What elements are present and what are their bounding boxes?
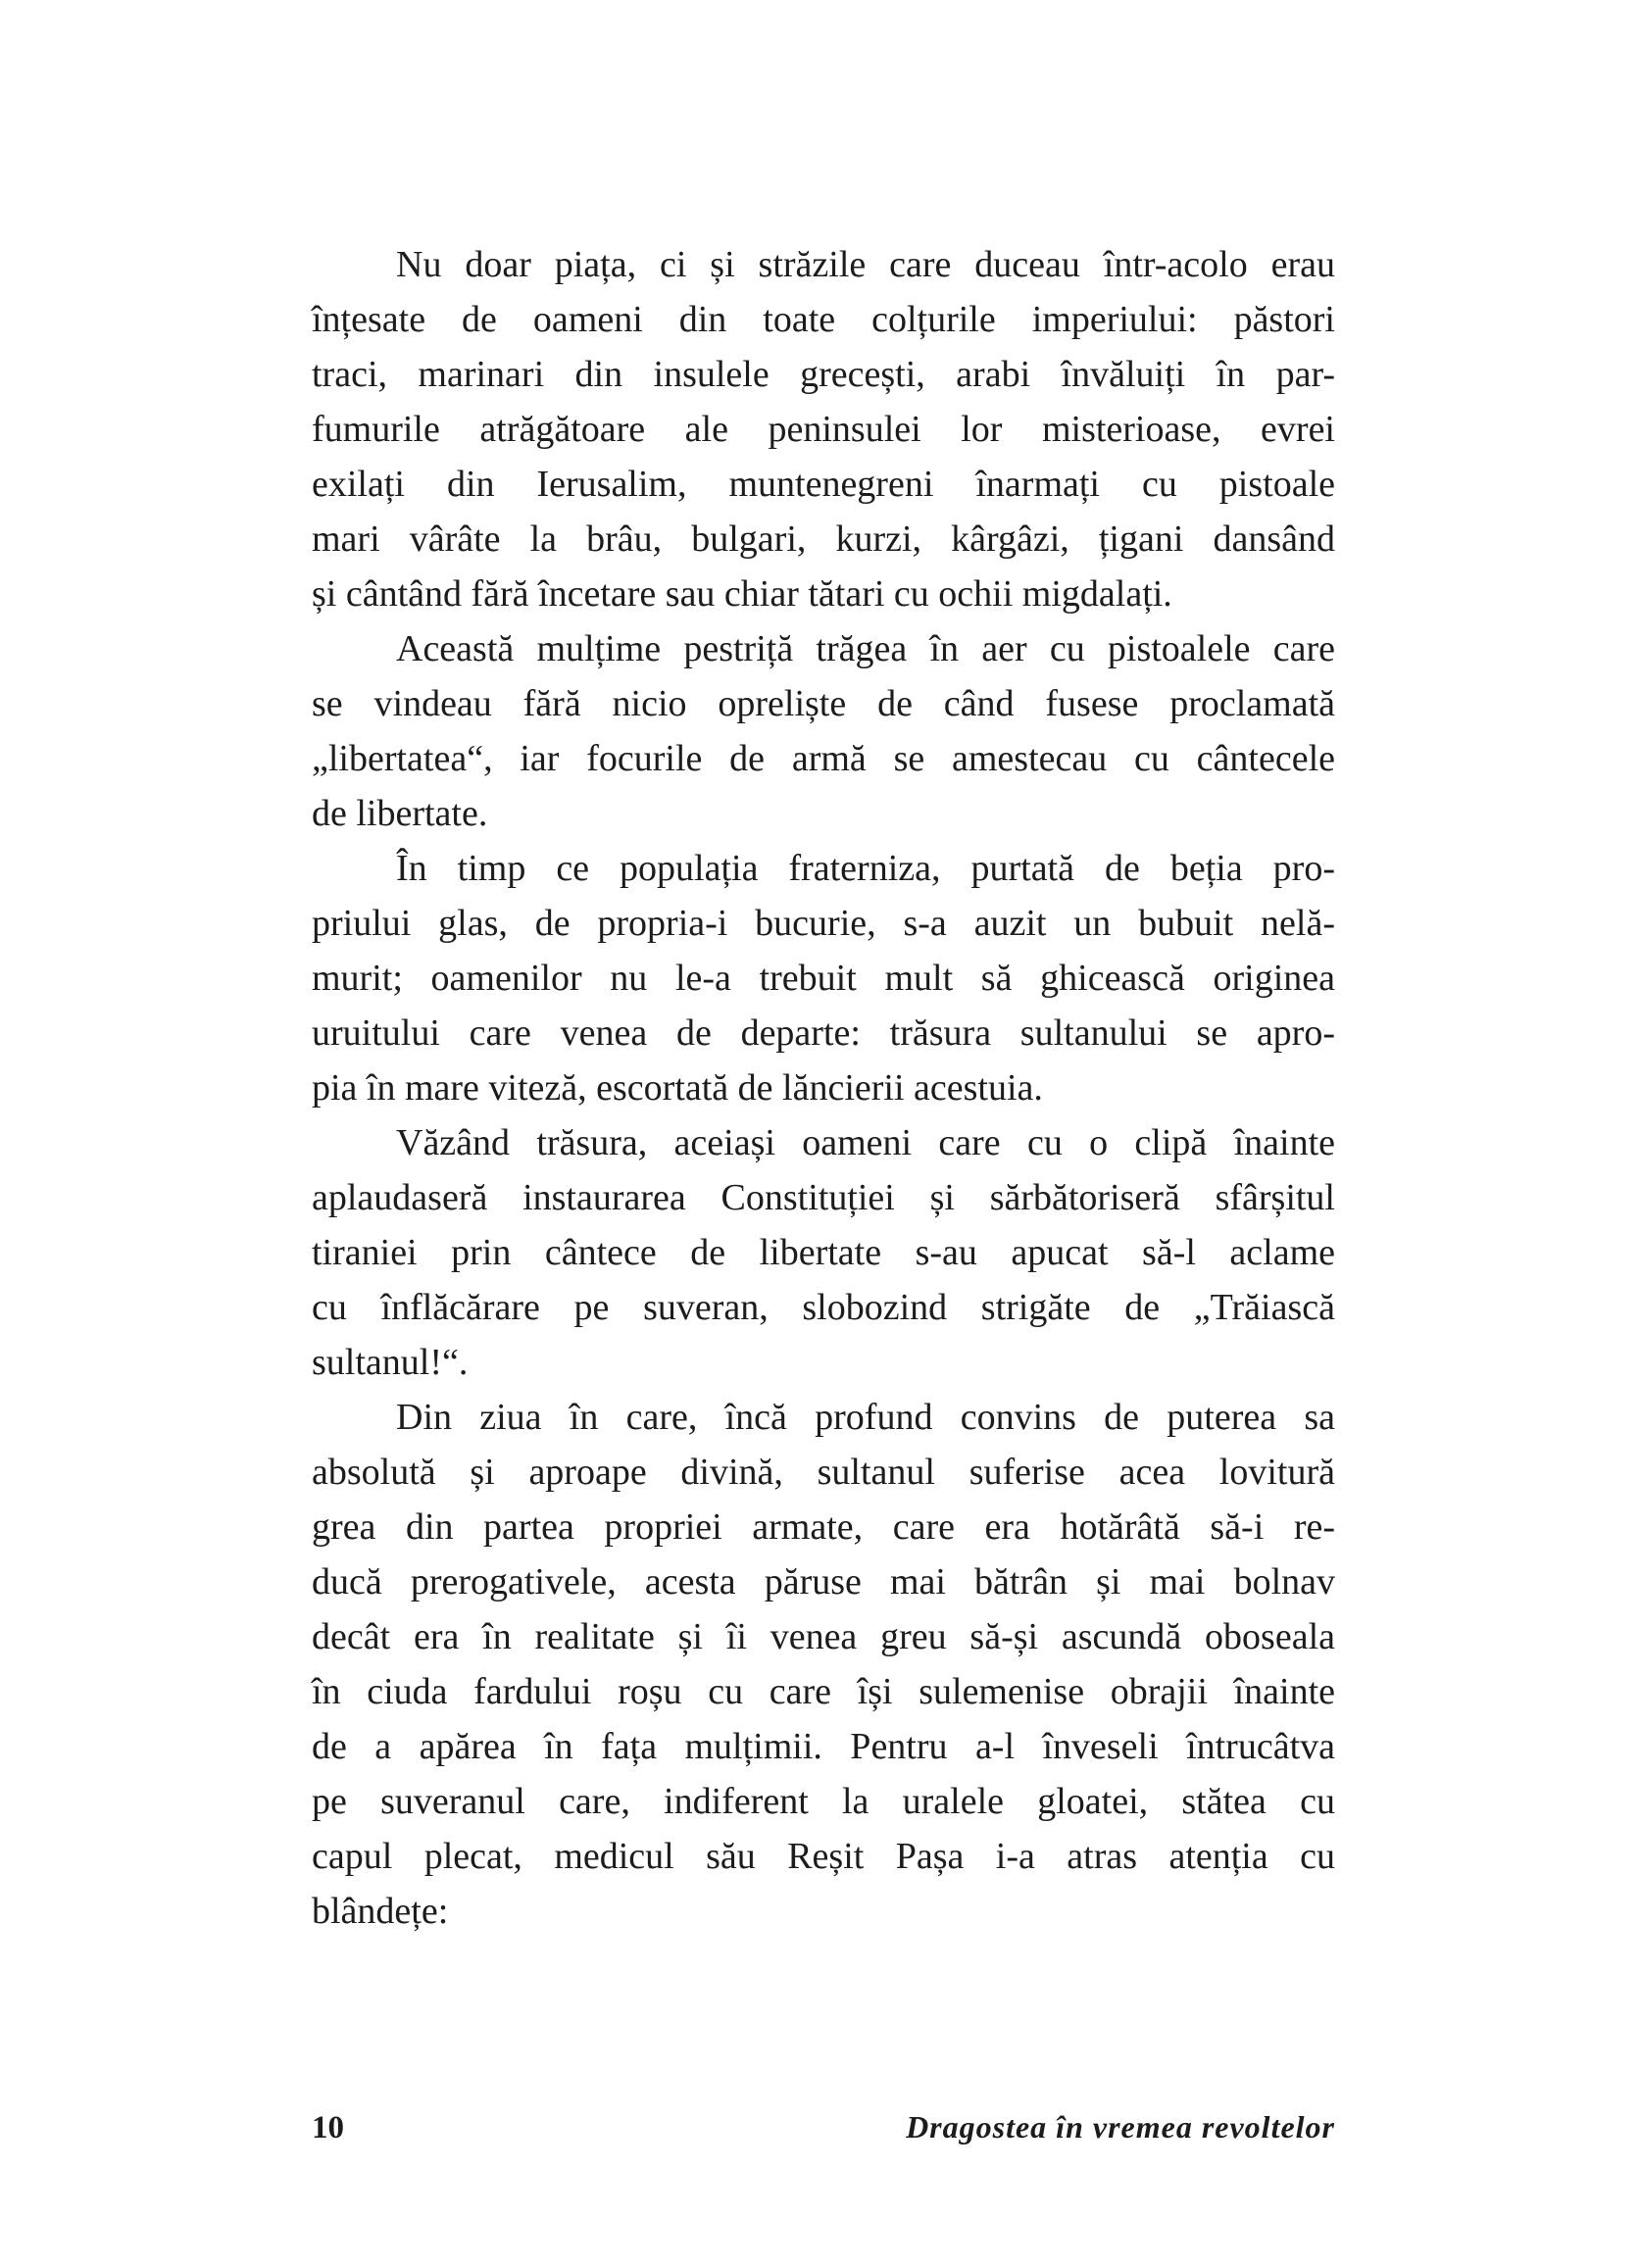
text-line: În timp ce populația fraterniza, purtată de beția pro-: [396, 848, 1335, 889]
text-line: uruitului care venea de departe: trăsura sultanului se apro-: [312, 1012, 1335, 1054]
text-line: și cântând fără încetare sau chiar tătari cu ochii migdalați.: [312, 573, 1172, 615]
text-line: se vindeau fără nicio opreliște de când fusese proclamată: [312, 683, 1335, 724]
text-line: Din ziua în care, încă profund convins de puterea sa: [396, 1397, 1335, 1438]
text-line: de a apărea în fața mulțimii. Pentru a-l înveseli întrucâtva: [312, 1726, 1335, 1767]
text-line: decât era în realitate și îi venea greu să-și ascundă oboseala: [312, 1616, 1335, 1657]
body-text: [312, 237, 1335, 1939]
text-line: capul plecat, medicul său Reșit Pașa i-a atras atenția cu: [312, 1836, 1335, 1877]
paragraph-3: [312, 841, 1335, 1115]
text-line: priului glas, de propria-i bucurie, s-a auzit un bubuit nelă-: [312, 903, 1335, 944]
running-title: Dragostea în vremea revoltelor: [906, 2109, 1335, 2145]
text-line: grea din partea propriei armate, care era hotărâtă să-i re-: [312, 1506, 1335, 1548]
text-line: Văzând trăsura, aceiași oameni care cu o clipă înainte: [396, 1122, 1335, 1163]
paragraph-1: [312, 237, 1335, 621]
text-line: sultanul!“.: [312, 1342, 469, 1383]
text-line: mari vârâte la brâu, bulgari, kurzi, kârgâzi, țigani dansând: [312, 518, 1335, 560]
text-line: blândețe:: [312, 1891, 449, 1932]
text-line: fumurile atrăgătoare ale peninsulei lor misterioase, evrei: [312, 409, 1335, 450]
page-footer: [312, 2109, 1335, 2146]
text-line: de libertate.: [312, 793, 488, 834]
text-line: aplaudaseră instaurarea Constituției și sărbătoriseră sfârșitul: [312, 1177, 1335, 1218]
text-line: în ciuda fardului roșu cu care își sulemenise obrajii înainte: [312, 1671, 1335, 1712]
paragraph-2: [312, 621, 1335, 841]
text-line: pe suveranul care, indiferent la uralele gloatei, stătea cu: [312, 1781, 1335, 1822]
page-number: 10: [312, 2110, 344, 2145]
paragraph-4: [312, 1115, 1335, 1390]
text-line: ducă prerogativele, acesta păruse mai bătrân și mai bolnav: [312, 1561, 1335, 1602]
text-line: pia în mare viteză, escortată de lăncierii acestuia.: [312, 1067, 1043, 1109]
paragraph-5: [312, 1390, 1335, 1939]
text-line: „libertatea“, iar focurile de armă se amestecau cu cântecele: [312, 738, 1335, 779]
text-line: cu înflăcărare pe suveran, slobozind strigăte de „Trăiască: [312, 1287, 1335, 1328]
text-line: tiraniei prin cântece de libertate s-au apucat să-l aclame: [312, 1232, 1335, 1273]
text-line: traci, marinari din insulele grecești, arabi învăluiți în par-: [312, 354, 1335, 395]
text-line: absolută și aproape divină, sultanul suferise acea lovitură: [312, 1452, 1335, 1493]
text-line: murit; oamenilor nu le-a trebuit mult să ghicească originea: [312, 958, 1335, 999]
text-line: exilați din Ierusalim, muntenegreni înarmați cu pistoale: [312, 464, 1335, 505]
text-line: Această mulțime pestriță trăgea în aer cu pistoalele care: [396, 628, 1335, 669]
text-line: Nu doar piața, ci și străzile care duceau într-acolo erau: [396, 244, 1335, 285]
text-line: înțesate de oameni din toate colțurile imperiului: păstori: [312, 299, 1335, 340]
